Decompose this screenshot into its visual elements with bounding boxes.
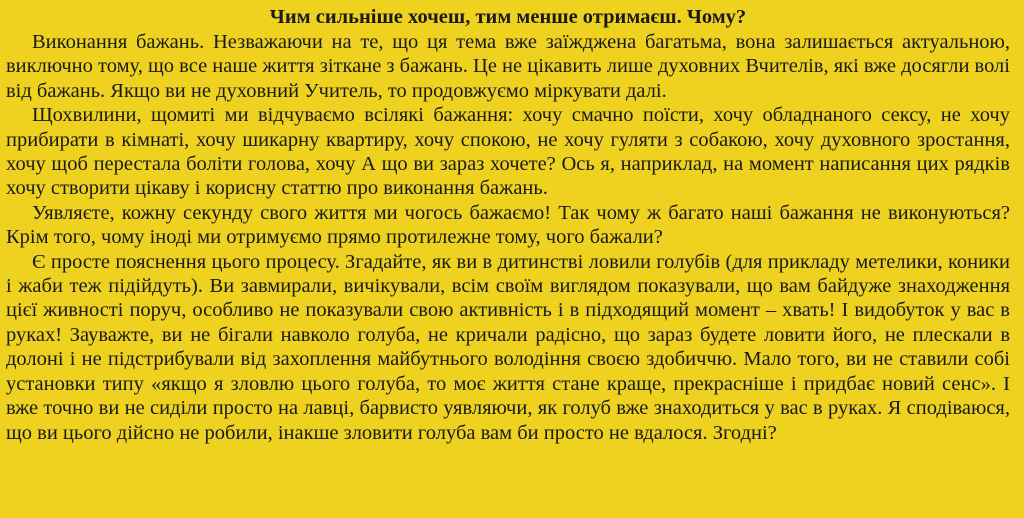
paragraph-3: Уявляєте, кожну секунду свого життя ми чогось бажаємо! Так чому ж багато наші бажання не виконуються? Крім того, чому іноді ми отримуємо прямо протилежне тому, чого бажали?	[6, 201, 1010, 249]
paragraph-4: Є просте пояснення цього процесу. Згадайте, як ви в дитинстві ловили голубів (для прикладу метелики, коники і жаби теж підійдуть). Ви завмирали, вичікували, всім своїм виглядом показували, що вам байдуже знаходження цієї живності поруч, особливо не показували свою активність і в підходящий момент – хвать! І видобуток у вас в руках! Зауважте, ви не бігали навколо голуба, не кричали радісно, що зараз будете ловити його, не плескали в долоні і не підстрибували від захоплення майбутнього володіння своєю здобиччю. Мало того, ви не ставили собі установки типу «якщо я зловлю цього голуба, то моє життя стане краще, прекрасніше і придбає новий сенс». І вже точно ви не сиділи просто на лавці, барвисто уявляючи, як голуб вже знаходиться у вас в руках. Я сподіваюся, що ви цього дійсно не робили, інакше зловити голуба вам би просто не вдалося. Згодні?	[6, 250, 1010, 444]
paragraph-2: Щохвилини, щомиті ми відчуваємо всілякі бажання: хочу смачно поїсти, хочу обладнаного сексу, не хочу прибирати в кімнаті, хочу шикарну квартиру, хочу спокою, не хочу гуляти з собакою, хочу духовного зростання, хочу щоб перестала боліти голова, хочу А що ви зараз хочете? Ось я, наприклад, на момент написання цих рядків хочу створити цікаву і корисну статтю про виконання бажань.	[6, 104, 1010, 200]
paragraph-1: Виконання бажань. Незважаючи на те, що ця тема вже заїжджена багатьма, вона залишається актуальною, виключно тому, що все наше життя зіткане з бажань. Це не цікавить лише духовних Вчителів, які вже досягли волі від бажань. Якщо ви не духовний Учитель, то продовжуємо міркувати далі.	[6, 31, 1010, 102]
document-title: Чим сильніше хочеш, тим менше отримаєш. Чому?	[269, 6, 747, 28]
